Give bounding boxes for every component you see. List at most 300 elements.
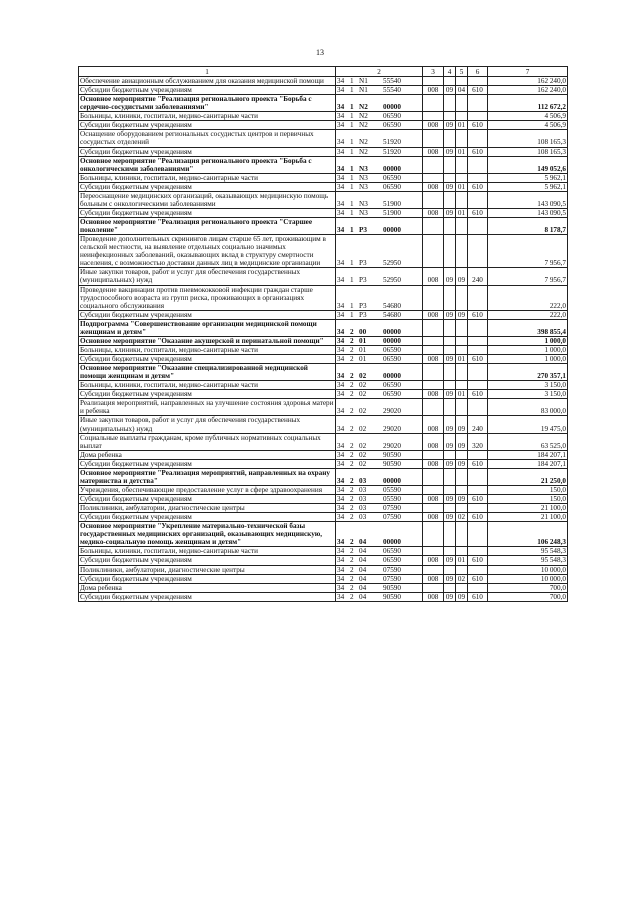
subsection-code	[456, 364, 468, 381]
code-part: 2	[350, 504, 354, 513]
ministry-code	[423, 345, 444, 354]
ministry-code	[423, 191, 444, 208]
row-name: Субсидии бюджетным учреждениям	[79, 574, 336, 583]
subsection-code: 01	[456, 390, 468, 399]
code-part: 34	[337, 103, 345, 112]
expense-type-code	[468, 547, 488, 556]
program-code	[336, 485, 423, 494]
program-code	[336, 416, 423, 433]
program-code	[336, 504, 423, 513]
code-part: 2	[350, 381, 354, 390]
row-name: Субсидии бюджетным учреждениям	[79, 459, 336, 468]
code-part: 34	[337, 372, 345, 381]
amount: 10 000,0	[488, 565, 568, 574]
amount: 162 240,0	[488, 86, 568, 95]
table-row	[79, 147, 568, 156]
code-part: 03	[359, 485, 367, 494]
subsection-code	[456, 191, 468, 208]
table-row	[79, 592, 568, 601]
code-part: 54680	[383, 310, 401, 319]
code-part: 34	[337, 556, 345, 565]
amount: 21 100,0	[488, 504, 568, 513]
budget-table	[78, 66, 568, 602]
code-part: 2	[350, 592, 354, 601]
code-part: 2	[350, 327, 354, 336]
code-part: 2	[350, 450, 354, 459]
code-part: 29020	[383, 424, 401, 433]
code-part: 04	[359, 574, 367, 583]
program-code	[336, 95, 423, 112]
subsection-code: 09	[456, 416, 468, 433]
code-part: 34	[337, 538, 345, 547]
program-code	[336, 218, 423, 235]
code-part: 2	[350, 495, 354, 503]
code-part: 34	[337, 459, 345, 468]
code-part: 07590	[383, 513, 401, 522]
table-row	[79, 345, 568, 354]
amount: 143 090,5	[488, 191, 568, 208]
program-code	[336, 121, 423, 130]
expense-type-code: 240	[468, 416, 488, 433]
row-name: Социальные выплаты гражданам, кроме публичных нормативных социальных выплат	[79, 433, 336, 450]
code-part: 02	[359, 441, 367, 450]
expense-type-code: 610	[468, 86, 488, 95]
program-code	[336, 468, 423, 485]
section-code: 09	[444, 433, 456, 450]
expense-type-code: 610	[468, 513, 488, 522]
amount: 112 672,2	[488, 95, 568, 112]
table-row	[79, 381, 568, 390]
code-part: 54680	[383, 301, 401, 310]
code-part: 34	[337, 199, 345, 208]
expense-type-code	[468, 381, 488, 390]
code-part: 07590	[383, 504, 401, 513]
code-part: 34	[337, 345, 345, 354]
ministry-code: 008	[423, 556, 444, 565]
subsection-code	[456, 112, 468, 121]
ministry-code	[423, 218, 444, 235]
code-part: 01	[359, 336, 367, 345]
code-part: 03	[359, 513, 367, 522]
ministry-code	[423, 399, 444, 416]
code-part: 00000	[383, 372, 401, 381]
code-part: 34	[337, 513, 345, 522]
code-part: 34	[337, 592, 345, 601]
row-name: Иные закупки товаров, работ и услуг для обеспечения государственных (муниципальных) нужд	[79, 268, 336, 285]
code-part: 34	[337, 276, 345, 285]
program-code	[336, 574, 423, 583]
code-part: 1	[350, 112, 354, 121]
amount: 7 956,7	[488, 268, 568, 285]
amount: 8 178,7	[488, 218, 568, 235]
code-part: 34	[337, 138, 345, 147]
ministry-code: 008	[423, 182, 444, 191]
row-name: Поликлиники, амбулатории, диагностические центры	[79, 565, 336, 574]
program-code	[336, 235, 423, 268]
subsection-code	[456, 381, 468, 390]
amount: 222,0	[488, 285, 568, 310]
column-header: 3	[423, 67, 444, 77]
ministry-code: 008	[423, 574, 444, 583]
code-part: 1	[350, 103, 354, 112]
expense-type-code	[468, 583, 488, 592]
code-part: 2	[350, 336, 354, 345]
expense-type-code: 240	[468, 268, 488, 285]
code-part: 2	[350, 459, 354, 468]
code-part: N3	[359, 199, 368, 208]
amount: 143 090,5	[488, 208, 568, 217]
program-code	[336, 268, 423, 285]
amount: 21 250,0	[488, 468, 568, 485]
table-header-row	[79, 67, 568, 77]
section-code	[444, 319, 456, 336]
code-part: 29020	[383, 441, 401, 450]
code-part: 34	[337, 336, 345, 345]
code-part: 34	[337, 310, 345, 319]
code-part: 05590	[383, 495, 401, 503]
program-code	[336, 565, 423, 574]
section-code: 09	[444, 592, 456, 601]
section-code	[444, 522, 456, 547]
section-code: 09	[444, 268, 456, 285]
code-part: 55540	[383, 77, 401, 85]
code-part: 06590	[383, 390, 401, 399]
table-row	[79, 583, 568, 592]
program-code	[336, 355, 423, 364]
code-part: P3	[359, 259, 367, 268]
ministry-code	[423, 450, 444, 459]
code-part: 34	[337, 164, 345, 173]
expense-type-code: 610	[468, 556, 488, 565]
program-code	[336, 513, 423, 522]
expense-type-code: 610	[468, 355, 488, 364]
section-code	[444, 583, 456, 592]
amount: 4 506,9	[488, 121, 568, 130]
row-name: Основное мероприятие "Укрепление материально-технической базы государственных медицинских организаций, оказывающих медицинскую, медико-социальную помощь женщинам и детям"	[79, 522, 336, 547]
amount: 222,0	[488, 310, 568, 319]
subsection-code: 09	[456, 433, 468, 450]
code-part: 06590	[383, 547, 401, 556]
code-part: 1	[350, 301, 354, 310]
amount: 700,0	[488, 583, 568, 592]
subsection-code: 09	[456, 268, 468, 285]
table-row	[79, 390, 568, 399]
code-part: 34	[337, 112, 345, 121]
table-row	[79, 504, 568, 513]
ministry-code: 008	[423, 310, 444, 319]
code-part: N2	[359, 138, 368, 147]
program-code	[336, 583, 423, 592]
program-code	[336, 130, 423, 147]
code-part: N1	[359, 77, 368, 85]
program-code	[336, 77, 423, 86]
ministry-code: 008	[423, 147, 444, 156]
subsection-code	[456, 485, 468, 494]
table-row	[79, 522, 568, 547]
table-row	[79, 173, 568, 182]
program-code	[336, 433, 423, 450]
code-part: 29020	[383, 407, 401, 416]
ministry-code	[423, 336, 444, 345]
code-part: 07590	[383, 565, 401, 574]
code-part: 07590	[383, 574, 401, 583]
code-part: 90590	[383, 592, 401, 601]
code-part: 2	[350, 556, 354, 565]
ministry-code: 008	[423, 433, 444, 450]
code-part: 02	[359, 407, 367, 416]
code-part: 51920	[383, 138, 401, 147]
code-part: 1	[350, 121, 354, 130]
subsection-code: 01	[456, 147, 468, 156]
row-name: Оснащение оборудованием региональных сосудистых центров и первичных сосудистых отделений	[79, 130, 336, 147]
table-row	[79, 182, 568, 191]
code-part: 02	[359, 459, 367, 468]
expense-type-code	[468, 77, 488, 86]
section-code	[444, 285, 456, 310]
code-part: 04	[359, 592, 367, 601]
code-part: 34	[337, 301, 345, 310]
section-code: 09	[444, 556, 456, 565]
row-name: Субсидии бюджетным учреждениям	[79, 86, 336, 95]
section-code	[444, 156, 456, 173]
code-part: 34	[337, 476, 345, 485]
code-part: 34	[337, 450, 345, 459]
table-row	[79, 268, 568, 285]
table-row	[79, 235, 568, 268]
expense-type-code	[468, 191, 488, 208]
expense-type-code	[468, 285, 488, 310]
subsection-code: 02	[456, 513, 468, 522]
subsection-code: 09	[456, 495, 468, 504]
ministry-code: 008	[423, 416, 444, 433]
code-part: 2	[350, 441, 354, 450]
subsection-code	[456, 399, 468, 416]
ministry-code: 008	[423, 390, 444, 399]
expense-type-code	[468, 468, 488, 485]
program-code	[336, 319, 423, 336]
expense-type-code: 610	[468, 147, 488, 156]
subsection-code	[456, 130, 468, 147]
row-name: Основное мероприятие "Реализация регионального проекта "Борьба с онкологическими заболеваниями"	[79, 156, 336, 173]
amount: 149 052,6	[488, 156, 568, 173]
row-name: Проведение вакцинации против пневмококковой инфекции граждан старше трудоспособного возраста из групп риска, проживающих в организациях социального обслуживания	[79, 285, 336, 310]
code-part: 1	[350, 208, 354, 217]
ministry-code	[423, 583, 444, 592]
column-header: 6	[468, 67, 488, 77]
subsection-code: 09	[456, 459, 468, 468]
code-part: 2	[350, 538, 354, 547]
code-part: N3	[359, 182, 368, 191]
code-part: 05590	[383, 485, 401, 494]
code-part: 06590	[383, 112, 401, 121]
amount: 1 000,0	[488, 345, 568, 354]
code-part: 2	[350, 372, 354, 381]
subsection-code	[456, 319, 468, 336]
section-code	[444, 381, 456, 390]
table-row	[79, 285, 568, 310]
table-row	[79, 95, 568, 112]
code-part: 2	[350, 574, 354, 583]
row-name: Основное мероприятие "Реализация мероприятий, направленных на охрану материнства и детства"	[79, 468, 336, 485]
row-name: Субсидии бюджетным учреждениям	[79, 121, 336, 130]
code-part: 06590	[383, 381, 401, 390]
amount: 108 165,3	[488, 130, 568, 147]
table-row	[79, 208, 568, 217]
code-part: 00000	[383, 336, 401, 345]
program-code	[336, 390, 423, 399]
code-part: 34	[337, 208, 345, 217]
code-part: 1	[350, 138, 354, 147]
code-part: 02	[359, 450, 367, 459]
code-part: 34	[337, 381, 345, 390]
row-name: Субсидии бюджетным учреждениям	[79, 355, 336, 364]
amount: 1 000,0	[488, 355, 568, 364]
code-part: 00000	[383, 476, 401, 485]
subsection-code	[456, 77, 468, 86]
ministry-code: 008	[423, 208, 444, 217]
code-part: 34	[337, 407, 345, 416]
subsection-code	[456, 547, 468, 556]
amount: 10 000,0	[488, 574, 568, 583]
section-code	[444, 565, 456, 574]
subsection-code	[456, 336, 468, 345]
section-code: 09	[444, 355, 456, 364]
code-part: P3	[359, 301, 367, 310]
subsection-code: 01	[456, 208, 468, 217]
program-code	[336, 112, 423, 121]
amount: 108 165,3	[488, 147, 568, 156]
section-code: 09	[444, 416, 456, 433]
subsection-code	[456, 285, 468, 310]
amount: 106 248,3	[488, 522, 568, 547]
code-part: N2	[359, 103, 368, 112]
column-header: 4	[444, 67, 456, 77]
code-part: 02	[359, 381, 367, 390]
code-part: 55540	[383, 86, 401, 95]
code-part: 34	[337, 495, 345, 503]
code-part: 2	[350, 390, 354, 399]
ministry-code	[423, 547, 444, 556]
amount: 7 956,7	[488, 235, 568, 268]
expense-type-code	[468, 504, 488, 513]
code-part: 34	[337, 173, 345, 182]
amount: 150,0	[488, 495, 568, 504]
program-code	[336, 522, 423, 547]
amount: 398 855,4	[488, 319, 568, 336]
expense-type-code	[468, 173, 488, 182]
code-part: 00	[359, 327, 367, 336]
ministry-code	[423, 319, 444, 336]
expense-type-code	[468, 364, 488, 381]
row-name: Основное мероприятие "Оказание специализированной медицинской помощи женщинам и детям"	[79, 364, 336, 381]
code-part: 03	[359, 495, 367, 503]
code-part: 34	[337, 565, 345, 574]
row-name: Основное мероприятие "Реализация регионального проекта "Старшее поколение"	[79, 218, 336, 235]
subsection-code	[456, 156, 468, 173]
expense-type-code	[468, 565, 488, 574]
code-part: N2	[359, 112, 368, 121]
code-part: 04	[359, 538, 367, 547]
code-part: 34	[337, 574, 345, 583]
ministry-code	[423, 77, 444, 86]
section-code: 09	[444, 513, 456, 522]
row-name: Субсидии бюджетным учреждениям	[79, 513, 336, 522]
code-part: 34	[337, 226, 345, 235]
row-name: Переоснащение медицинских организаций, оказывающих медицинскую помощь больным с онкологическими заболеваниями	[79, 191, 336, 208]
table-row	[79, 121, 568, 130]
code-part: 90590	[383, 450, 401, 459]
code-part: 02	[359, 424, 367, 433]
ministry-code	[423, 285, 444, 310]
code-part: 34	[337, 259, 345, 268]
section-code	[444, 218, 456, 235]
code-part: 02	[359, 390, 367, 399]
expense-type-code: 610	[468, 208, 488, 217]
program-code	[336, 495, 423, 504]
amount: 63 525,0	[488, 433, 568, 450]
code-part: N1	[359, 86, 368, 95]
table-row	[79, 513, 568, 522]
code-part: 06590	[383, 121, 401, 130]
code-part: 2	[350, 565, 354, 574]
expense-type-code: 610	[468, 592, 488, 601]
section-code: 09	[444, 86, 456, 95]
row-name: Подпрограмма "Совершенствование организации медицинской помощи женщинам и детям"	[79, 319, 336, 336]
code-part: 1	[350, 259, 354, 268]
section-code	[444, 345, 456, 354]
code-part: N2	[359, 121, 368, 130]
table-row	[79, 218, 568, 235]
ministry-code: 008	[423, 355, 444, 364]
subsection-code: 01	[456, 355, 468, 364]
table-row	[79, 156, 568, 173]
subsection-code	[456, 345, 468, 354]
row-name: Больницы, клиники, госпитали, медико-санитарные части	[79, 547, 336, 556]
amount: 184 207,1	[488, 459, 568, 468]
program-code	[336, 147, 423, 156]
program-code	[336, 208, 423, 217]
code-part: 2	[350, 476, 354, 485]
section-code	[444, 191, 456, 208]
code-part: 06590	[383, 355, 401, 363]
row-name: Субсидии бюджетным учреждениям	[79, 182, 336, 191]
row-name: Субсидии бюджетным учреждениям	[79, 310, 336, 319]
code-part: 06590	[383, 345, 401, 354]
code-part: 06590	[383, 173, 401, 182]
subsection-code	[456, 504, 468, 513]
ministry-code	[423, 235, 444, 268]
ministry-code: 008	[423, 592, 444, 601]
subsection-code	[456, 95, 468, 112]
code-part: 52950	[383, 259, 401, 268]
expense-type-code	[468, 450, 488, 459]
code-part: 01	[359, 355, 367, 363]
table-row	[79, 86, 568, 95]
table-row	[79, 130, 568, 147]
code-part: 1	[350, 173, 354, 182]
row-name: Учреждения, обеспечивающие предоставление услуг в сфере здравоохранения	[79, 485, 336, 494]
code-part: 1	[350, 226, 354, 235]
code-part: 2	[350, 485, 354, 494]
code-part: 2	[350, 355, 354, 363]
ministry-code	[423, 173, 444, 182]
section-code: 09	[444, 459, 456, 468]
table-row	[79, 191, 568, 208]
row-name: Дома ребенка	[79, 583, 336, 592]
code-part: 00000	[383, 103, 401, 112]
program-code	[336, 336, 423, 345]
subsection-code	[456, 173, 468, 182]
